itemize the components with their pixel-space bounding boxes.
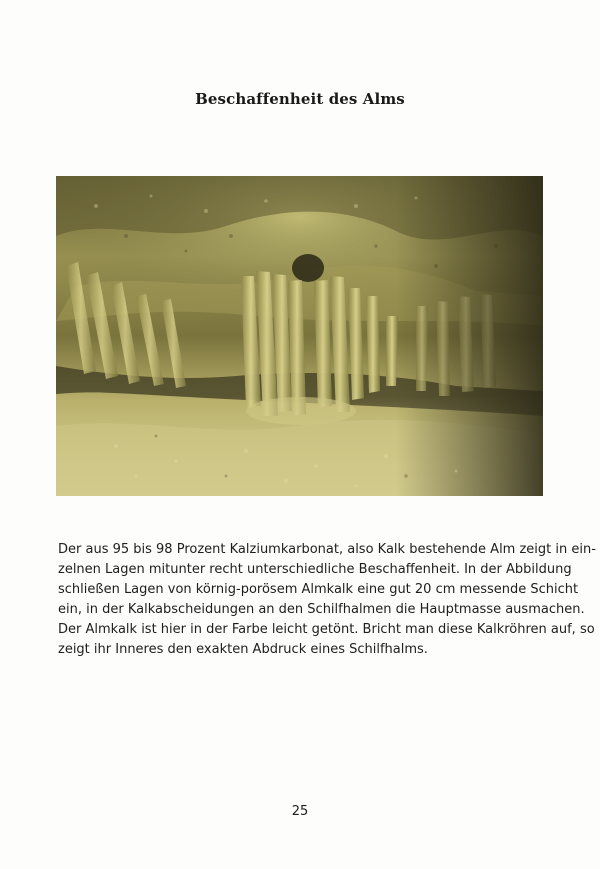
photo-calcareous-reed-layer xyxy=(56,176,543,496)
body-line: zeigt ihr Inneres den exakten Abdruck eines Schilfhalms. xyxy=(58,642,428,657)
body-line: schließen Lagen von körnig-porösem Almkalk eine gut 20 cm messende Schicht xyxy=(58,582,579,597)
page-title: Beschaffenheit des Alms xyxy=(195,90,405,108)
body-line: zelnen Lagen mitunter recht unterschiedliche Beschaffenheit. In der Abbildung xyxy=(58,562,572,577)
body-paragraph xyxy=(58,540,596,660)
page-number: 25 xyxy=(291,804,309,819)
body-line: ein, in der Kalkabscheidungen an den Schilfhalmen die Hauptmasse ausmachen. xyxy=(58,602,585,617)
photo-image xyxy=(56,176,543,496)
body-line: Der Almkalk ist hier in der Farbe leicht getönt. Bricht man diese Kalkröhren auf, so xyxy=(58,622,595,637)
body-line: Der aus 95 bis 98 Prozent Kalziumkarbonat, also Kalk bestehende Alm zeigt in ein- xyxy=(58,542,596,557)
